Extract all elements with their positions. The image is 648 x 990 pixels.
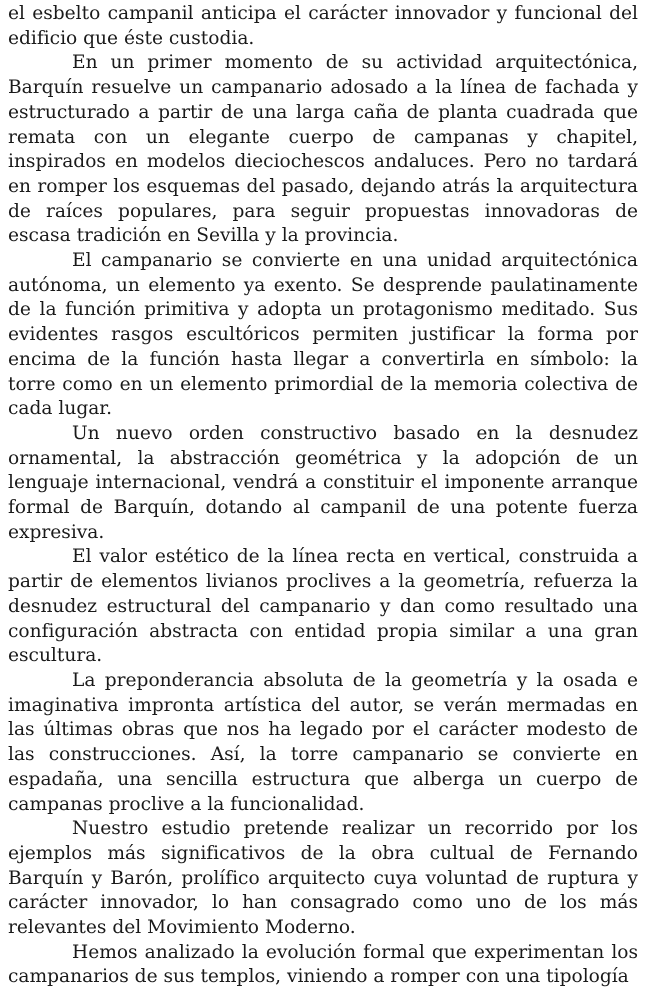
paragraph-early-bell-tower: En un primer momento de su actividad arquitectónica, Barquín resuelve un campanario adosado a la línea de fachada y estructurado a partir de una larga caña de planta cuadrada que remata con un elegante cuerpo de campanas y chapitel, inspirados en modelos dieciochescos andaluces. Pero no tardará en romper los esquemas del pasado, dejando atrás la arquitectura de raíces populares, para seguir propuestas innovadoras de escasa tradición en Sevilla y la provincia. [8, 52, 638, 247]
paragraph-autonomous-unit: El campanario se convierte en una unidad arquitectónica autónoma, un elemento ya exento. Se desprende paulatinamente de la función primitiva y adopta un protagonismo meditado. Sus evidentes rasgos escultóricos permiten justificar la forma por encima de la función hasta llegar a convertirla en símbolo: la torre como en un elemento primordial de la memoria colectiva de cada lugar. [8, 250, 638, 420]
document-page [8, 2, 638, 990]
paragraph-continuation: el esbelto campanil anticipa el carácter innovador y funcional del edificio que éste custodia. [8, 3, 638, 49]
paragraph-new-constructive-order: Un nuevo orden constructivo basado en la desnudez ornamental, la abstracción geométrica y la adopción de un lenguaje internacional, vendrá a constituir el imponente arranque formal de Barquín, dotando al campanil de una potente fuerza expresiva. [8, 422, 638, 543]
paragraph-study-purpose: Nuestro estudio pretende realizar un recorrido por los ejemplos más significativos de la obra cultual de Fernando Barquín y Barón, prolífico arquitecto cuya voluntad de ruptura y carácter innovador, lo han consagrado como uno de los más relevantes del Movimiento Moderno. [8, 818, 638, 939]
paragraph-formal-evolution: Hemos analizado la evolución formal que experimentan los campanarios de sus templos, viniendo a romper con una tipología [8, 941, 638, 988]
paragraph-geometry-preponderance: La preponderancia absoluta de la geometría y la osada e imaginativa impronta artística del autor, se verán mermadas en las últimas obras que nos ha legado por el carácter modesto de las construcciones. Así, la torre campanario se convierte en espadaña, una sencilla estructura que alberga un cuerpo de campanas proclive a la funcionalidad. [8, 669, 638, 815]
paragraph-aesthetic-value: El valor estético de la línea recta en vertical, construida a partir de elementos livianos proclives a la geometría, refuerza la desnudez estructural del campanario y dan como resultado una configuración abstracta con entidad propia similar a una gran escultura. [8, 546, 638, 667]
